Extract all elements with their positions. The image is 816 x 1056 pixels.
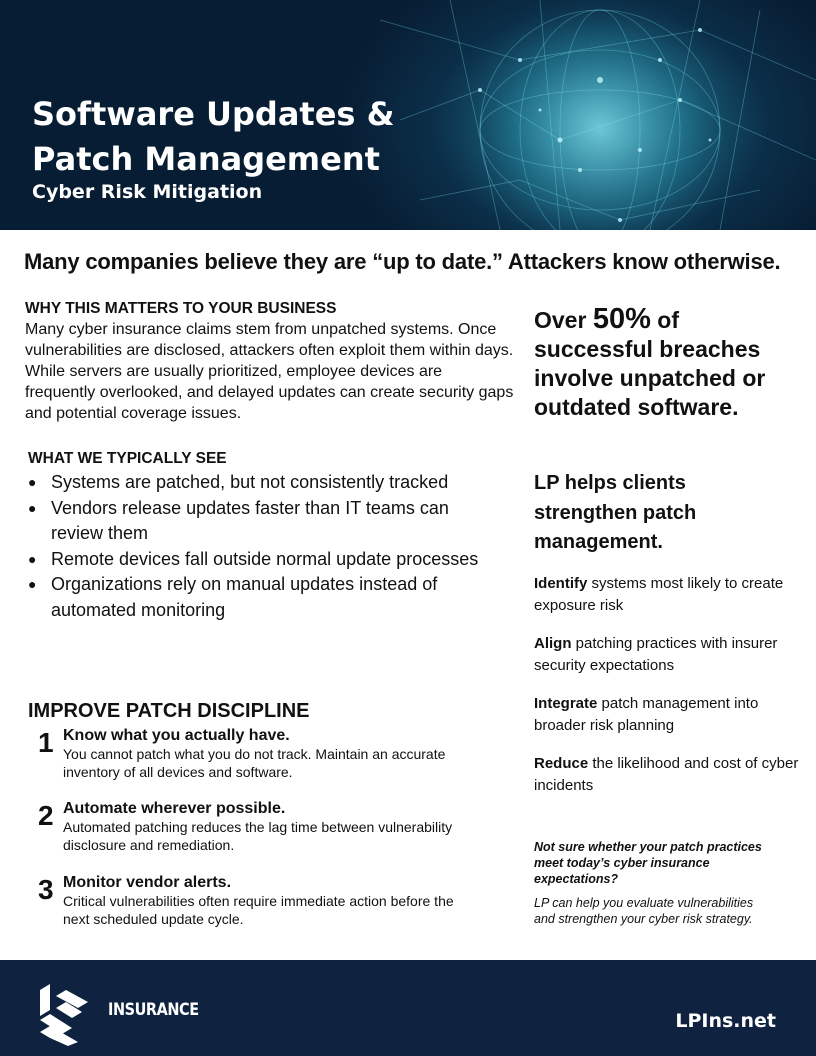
step-title: Automate wherever possible. — [63, 800, 286, 817]
list-item: ● Vendors release updates faster than IT teams can review them — [28, 497, 449, 543]
bullet-icon: ● — [28, 474, 37, 490]
see-section — [28, 450, 498, 623]
main-headline: Many companies believe they are “up to date.” Attackers know otherwise. — [24, 249, 781, 274]
step-number: 1 — [38, 727, 54, 758]
list-item: ● Organizations rely on manual updates instead of automated monitoring — [28, 574, 438, 620]
step-description: Automated patching reduces the lag time between vulnerability disclosure and remediation. — [63, 819, 453, 853]
bullet-icon: ● — [28, 550, 37, 567]
step-number: 2 — [38, 800, 54, 831]
lp-logo-icon — [38, 980, 98, 1046]
page-subtitle: Cyber Risk Mitigation — [32, 181, 263, 203]
why-section — [25, 300, 515, 424]
improve-section — [28, 700, 498, 723]
list-item: ● Remote devices fall outside normal update processes — [28, 547, 498, 573]
bullet-icon: ● — [28, 576, 37, 592]
footer — [0, 960, 816, 1056]
step-description: Critical vulnerabilities often require immediate action before the next scheduled update cycle. — [63, 893, 454, 927]
step-title: Know what you actually have. — [63, 727, 290, 744]
point-item: Identify systems most likely to create exposure risk — [534, 575, 784, 614]
lp-help-heading: LP helps clients strengthen patch management. — [534, 472, 697, 553]
see-heading: WHAT WE TYPICALLY SEE — [28, 450, 227, 467]
step-number: 3 — [38, 874, 54, 905]
point-item: Integrate patch management into broader risk planning — [534, 695, 759, 734]
logo-text: INSURANCE — [108, 1000, 199, 1020]
step-description: You cannot patch what you do not track. Maintain an accurate inventory of all devices and software. — [63, 746, 446, 780]
why-body: Many cyber insurance claims stem from unpatched systems. Once vulnerabilities are disclosed, attackers often exploit them within days. While servers are usually prioritized, employee devices are frequently overlooked, and delayed updates can create security gaps and potential coverage issues. — [25, 321, 514, 422]
why-heading: WHY THIS MATTERS TO YOUR BUSINESS — [25, 300, 337, 317]
breach-statistic: Over 50% of successful breaches involve unpatched or outdated software. — [534, 303, 766, 420]
list-item: ● Systems are patched, but not consistently tracked — [28, 470, 498, 496]
note-answer: LP can help you evaluate vulnerabilities and strengthen your cyber risk strategy. — [534, 896, 754, 926]
website-link[interactable]: LPIns.net — [675, 1010, 776, 1032]
page-title: Software Updates & Patch Management — [32, 95, 395, 178]
step-title: Monitor vendor alerts. — [63, 874, 232, 891]
hero-banner — [0, 0, 816, 230]
point-item: Align patching practices with insurer security expectations — [534, 635, 778, 674]
stat-percent: 50% — [592, 303, 651, 335]
see-list — [28, 470, 498, 623]
bullet-icon: ● — [28, 499, 37, 516]
improve-heading: IMPROVE PATCH DISCIPLINE — [28, 700, 310, 722]
note-question: Not sure whether your patch practices meet today’s cyber insurance expectations? — [534, 840, 762, 886]
point-item: Reduce the likelihood and cost of cyber incidents — [534, 755, 799, 794]
